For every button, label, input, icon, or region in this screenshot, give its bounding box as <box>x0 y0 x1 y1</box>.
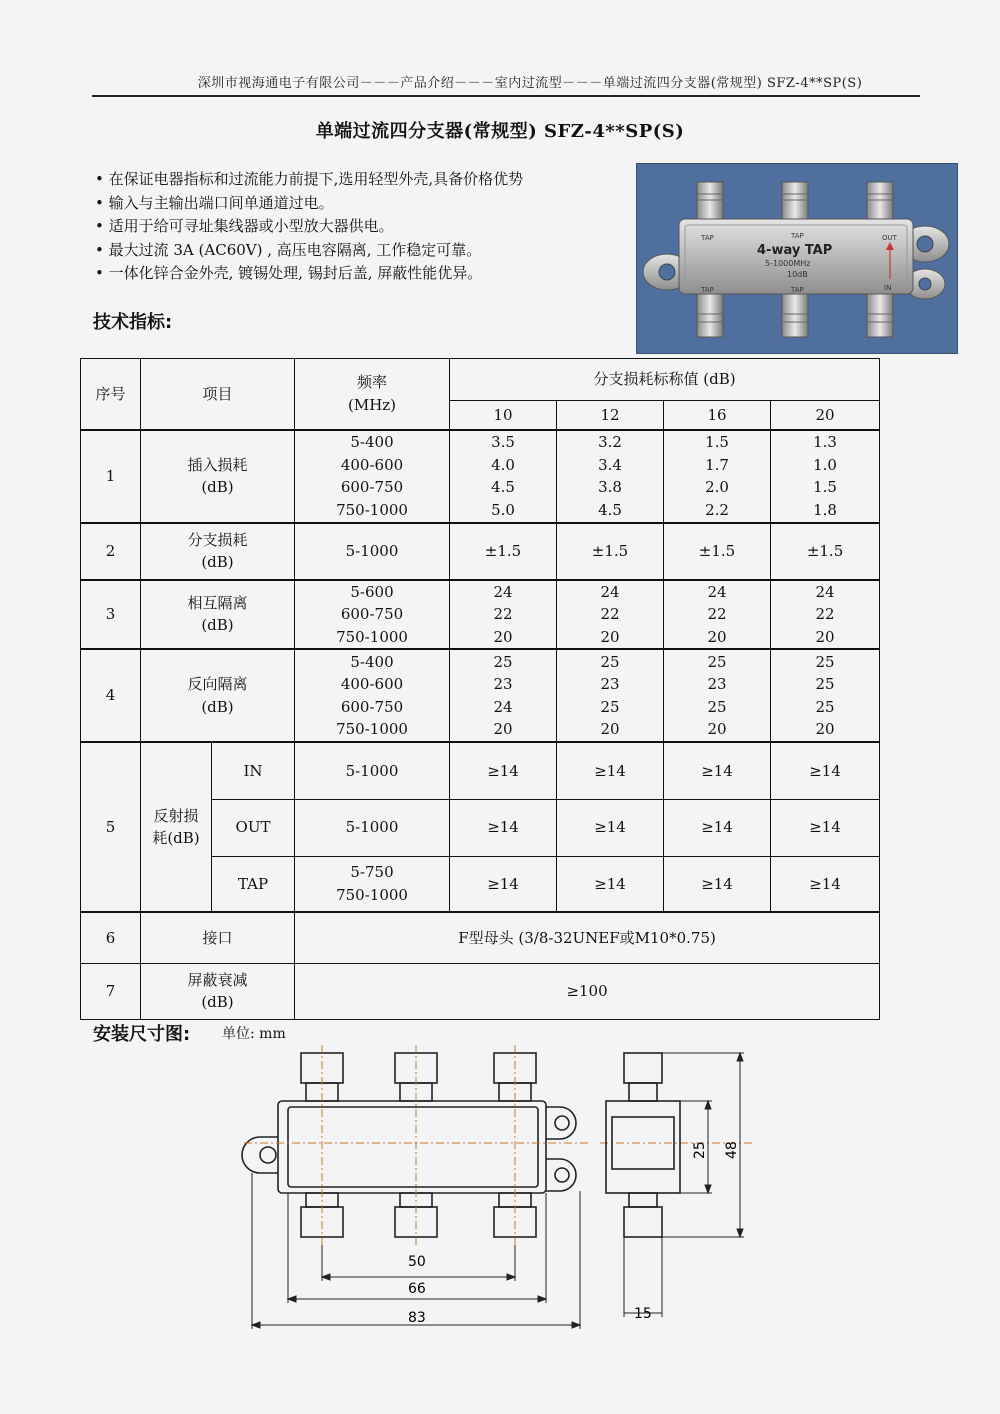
row-freq: 5-1000 <box>295 523 450 580</box>
row-freq: 5-1000 <box>295 799 450 856</box>
feature-item: • 在保证电器指标和过流能力前提下,选用轻型外壳,具备价格优势 <box>95 168 523 192</box>
row-value: ≥100 <box>295 963 880 1019</box>
row-value: 24 22 20 <box>664 580 771 650</box>
header-col: 10 <box>450 401 557 430</box>
feature-item: • 适用于给可寻址集线器或小型放大器供电。 <box>95 215 523 239</box>
photo-freq-label: 5-1000MHz <box>765 259 811 268</box>
photo-tap-label: TAP <box>701 234 714 242</box>
row-no: 3 <box>81 580 141 650</box>
photo-in-label: IN <box>884 284 892 292</box>
feature-item: • 一体化锌合金外壳, 镀锡处理, 锡封后盖, 屏蔽性能优异。 <box>95 262 523 286</box>
row-freq: 5-400 400-600 600-750 750-1000 <box>295 649 450 742</box>
header-freq: 频率 (MHz) <box>295 359 450 430</box>
row-value: 24 22 20 <box>771 580 880 650</box>
dim-66-label: 66 <box>408 1281 426 1297</box>
center-lines <box>244 1045 752 1245</box>
header-col: 16 <box>664 401 771 430</box>
specs-section-title: 技术指标: <box>93 312 173 333</box>
row-value: 25 23 25 20 <box>557 649 664 742</box>
row-freq: 5-1000 <box>295 742 450 799</box>
row-item: 插入损耗 (dB) <box>141 430 295 523</box>
row-value: 24 22 20 <box>450 580 557 650</box>
row-value: 25 25 25 20 <box>771 649 880 742</box>
row-value: ≥14 <box>771 799 880 856</box>
row-value: ≥14 <box>664 742 771 799</box>
header-rule <box>92 95 920 97</box>
row-value: ±1.5 <box>557 523 664 580</box>
row-value: ≥14 <box>450 742 557 799</box>
unit-label: 单位: mm <box>222 1026 286 1042</box>
feature-item: • 输入与主输出端口间单通道过电。 <box>95 192 523 216</box>
row-value: ±1.5 <box>664 523 771 580</box>
row-value: ≥14 <box>450 799 557 856</box>
dim-48-label: 48 <box>724 1141 740 1159</box>
side-dimensions <box>624 1053 744 1317</box>
port-label: TAP <box>212 856 295 912</box>
row-value: 1.5 1.7 2.0 2.2 <box>664 430 771 523</box>
photo-tap-label: TAP <box>791 286 804 294</box>
row-value: ≥14 <box>450 856 557 912</box>
row-item: 分支损耗 (dB) <box>141 523 295 580</box>
row-value: ≥14 <box>557 742 664 799</box>
row-freq: 5-600 600-750 750-1000 <box>295 580 450 650</box>
row-value: ≥14 <box>557 799 664 856</box>
header-col: 20 <box>771 401 880 430</box>
photo-value-label: 10dB <box>787 270 808 279</box>
product-photo <box>636 163 958 354</box>
spec-table <box>80 358 880 1020</box>
row-no: 5 <box>81 742 141 912</box>
photo-tap-label: TAP <box>791 232 804 240</box>
row-value: ≥14 <box>664 799 771 856</box>
front-view <box>242 1053 576 1237</box>
install-title: 安装尺寸图: <box>93 1024 191 1045</box>
row-value: ±1.5 <box>771 523 880 580</box>
dim-50-label: 50 <box>408 1254 426 1270</box>
row-no: 1 <box>81 430 141 523</box>
photo-model-label: 4-way TAP <box>757 243 833 258</box>
row-value: F型母头 (3/8-32UNEF或M10*0.75) <box>295 912 880 963</box>
row-value: ≥14 <box>664 856 771 912</box>
page-header: 深圳市视海通电子有限公司－－－产品介绍－－－室内过流型－－－单端过流四分支器(常规型) SFZ-4**SP(S) <box>197 76 863 91</box>
feature-item: • 最大过流 3A (AC60V) , 高压电容隔离, 工作稳定可靠。 <box>95 239 523 263</box>
row-value: 25 23 25 20 <box>664 649 771 742</box>
top-connectors <box>697 182 893 224</box>
row-value: ≥14 <box>557 856 664 912</box>
row-value: 3.2 3.4 3.8 4.5 <box>557 430 664 523</box>
header-no: 序号 <box>81 359 141 430</box>
header-loss-group: 分支损耗标称值 (dB) <box>450 359 880 401</box>
row-item: 接口 <box>141 912 295 963</box>
dimension-drawing <box>240 1045 760 1335</box>
row-freq: 5-750 750-1000 <box>295 856 450 912</box>
photo-out-label: OUT <box>882 234 897 242</box>
row-item: 屏蔽衰减 (dB) <box>141 963 295 1019</box>
row-item: 反向隔离 (dB) <box>141 649 295 742</box>
row-value: 1.3 1.0 1.5 1.8 <box>771 430 880 523</box>
row-no: 4 <box>81 649 141 742</box>
row-freq: 5-400 400-600 600-750 750-1000 <box>295 430 450 523</box>
header-col: 12 <box>557 401 664 430</box>
row-value: 25 23 24 20 <box>450 649 557 742</box>
bottom-connectors <box>697 289 893 337</box>
header-item: 项目 <box>141 359 295 430</box>
row-no: 2 <box>81 523 141 580</box>
port-label: OUT <box>212 799 295 856</box>
feature-list <box>95 168 523 286</box>
dim-25-label: 25 <box>692 1141 708 1159</box>
dim-83-label: 83 <box>408 1310 426 1326</box>
side-view <box>606 1053 680 1237</box>
row-value: 24 22 20 <box>557 580 664 650</box>
page-title: 单端过流四分支器(常规型) SFZ-4**SP(S) <box>315 121 685 142</box>
splitter-illustration <box>637 164 957 353</box>
row-item: 相互隔离 (dB) <box>141 580 295 650</box>
dim-15-label: 15 <box>634 1306 652 1322</box>
row-no: 7 <box>81 963 141 1019</box>
row-value: 3.5 4.0 4.5 5.0 <box>450 430 557 523</box>
row-value: ±1.5 <box>450 523 557 580</box>
row-no: 6 <box>81 912 141 963</box>
row-value: ≥14 <box>771 856 880 912</box>
port-label: IN <box>212 742 295 799</box>
photo-tap-label: TAP <box>701 286 714 294</box>
row-item: 反射损 耗(dB) <box>141 742 212 912</box>
row-value: ≥14 <box>771 742 880 799</box>
